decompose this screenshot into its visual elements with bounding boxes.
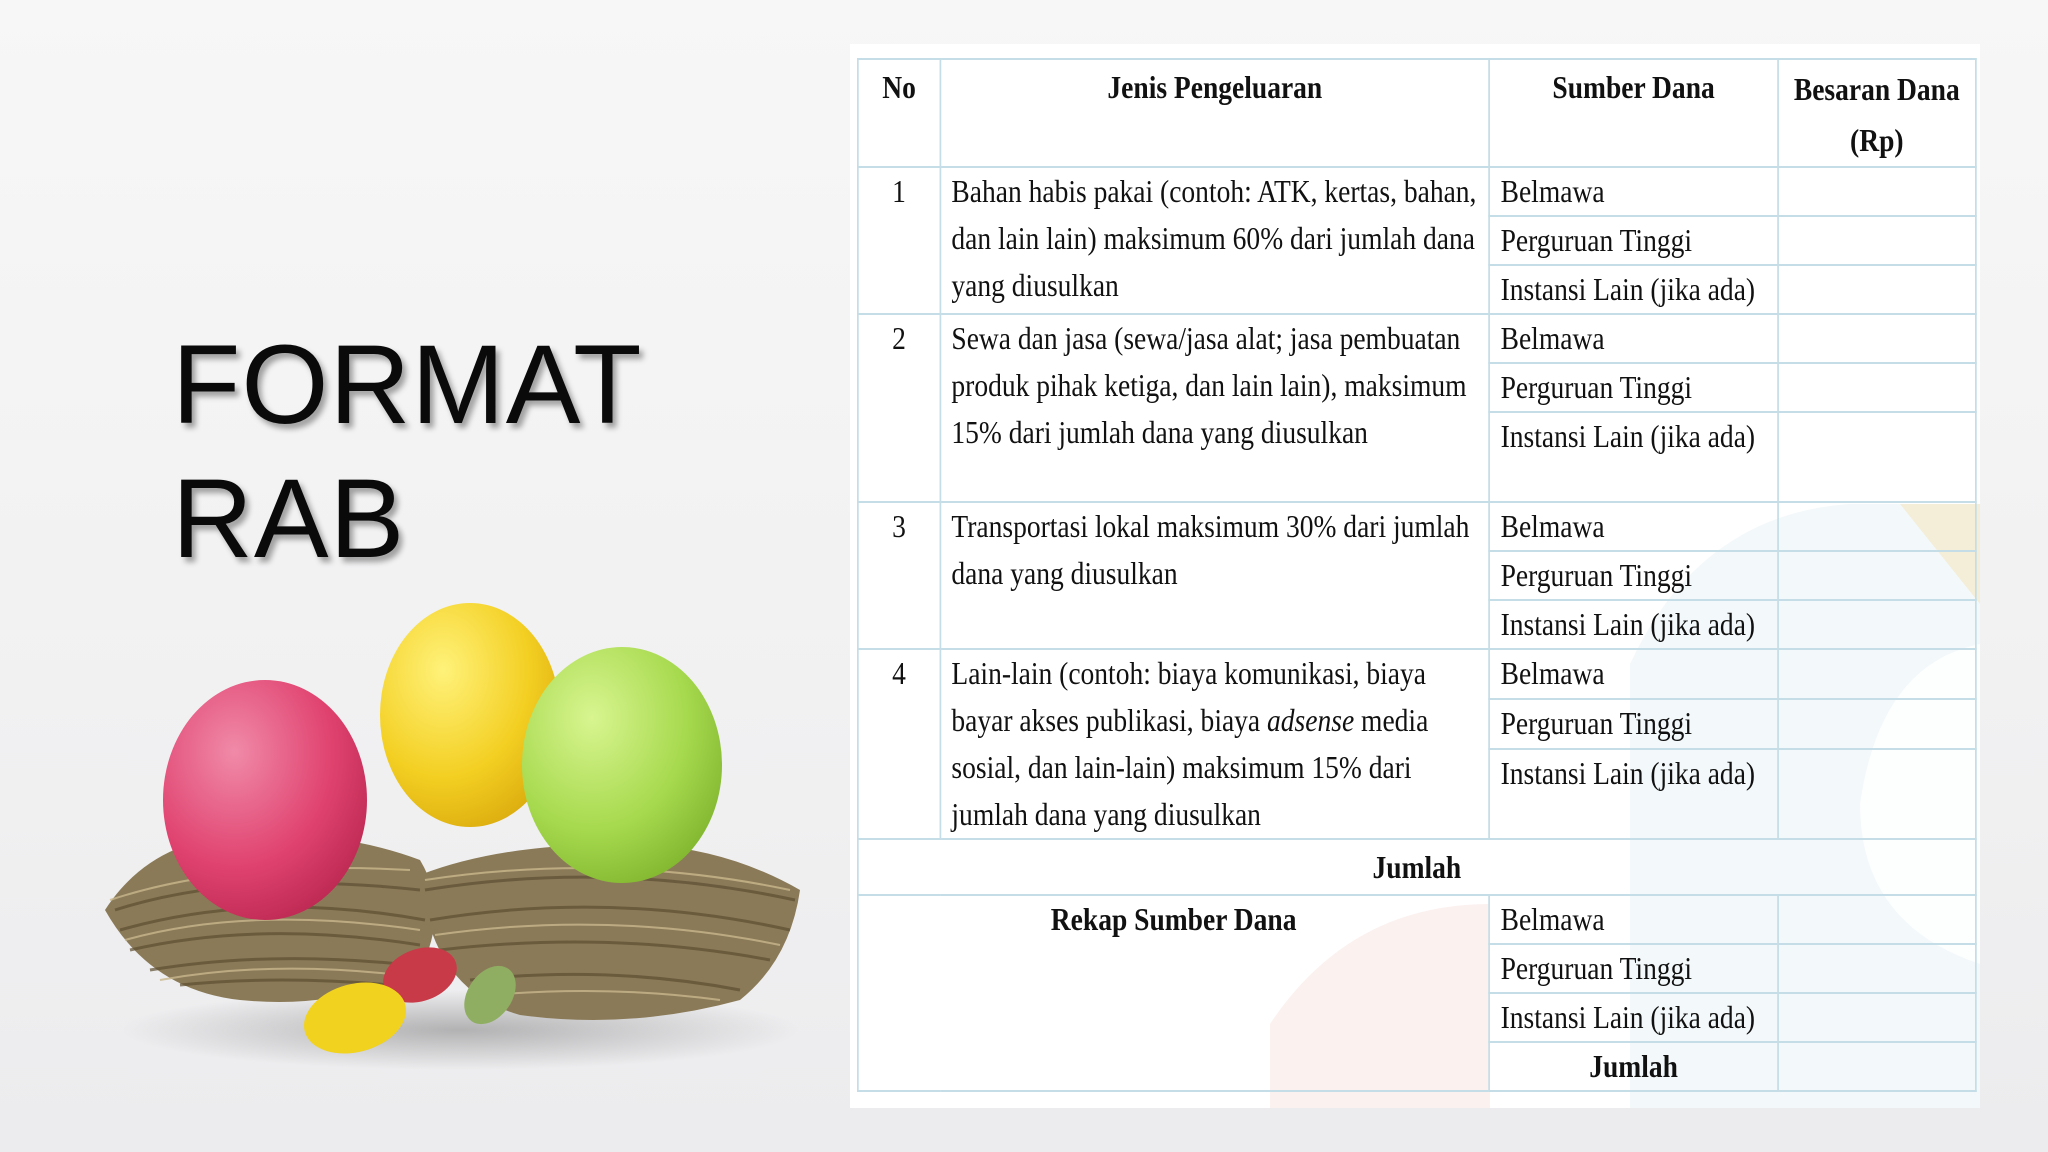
row-no: 2 [858,314,940,502]
row-amount-cell [1778,363,1976,412]
row-jenis-italic: adsense [1267,702,1355,738]
row-source: Perguruan Tinggi [1489,699,1777,749]
rekap-label: Rekap Sumber Dana [858,895,1490,1091]
rekap-amount-cell [1778,1042,1976,1091]
rekap-amount-cell [1778,944,1976,993]
slide-title-line-1: FORMAT [172,322,643,447]
row-no: 4 [858,649,940,839]
row-amount-cell [1778,600,1976,649]
row-jenis: Transportasi lokal maksimum 30% dari jumlah dana yang diusulkan [940,502,1489,649]
rekap-source: Belmawa [1489,895,1777,944]
row-jenis-text: Lain-lain (contoh: biaya komunikasi, biaya bayar akses publikasi, biaya [951,655,1426,738]
table-header-row [858,59,1976,167]
table-row [858,502,1976,551]
total-row [858,839,1976,895]
row-amount-cell [1778,167,1976,216]
row-no: 1 [858,167,940,314]
row-amount-cell [1778,216,1976,265]
rekap-amount-cell [1778,993,1976,1042]
row-amount-cell [1778,265,1976,314]
row-jenis [940,649,1489,839]
row-source: Belmawa [1489,502,1777,551]
rekap-row [858,895,1976,944]
row-amount-cell [1778,502,1976,551]
header-jenis: Jenis Pengeluaran [940,59,1489,167]
row-source: Instansi Lain (jika ada) [1489,600,1777,649]
row-source: Belmawa [1489,649,1777,699]
row-amount-cell [1778,699,1976,749]
row-amount-cell [1778,551,1976,600]
table-row [858,649,1976,699]
row-source: Perguruan Tinggi [1489,216,1777,265]
rekap-amount-cell [1778,895,1976,944]
row-jenis-text-after: media sosial, dan lain-lain) maksimum 15% dari jumlah dana yang diusulkan [951,702,1429,832]
slide-title [172,318,643,586]
table-row [858,167,1976,216]
row-no: 3 [858,502,940,649]
header-no: No [858,59,940,167]
row-jenis: Sewa dan jasa (sewa/jasa alat; jasa pembuatan produk pihak ketiga, dan lain lain), maksimum 15% dari jumlah dana yang diusulkan [940,314,1489,502]
easter-eggs-nest-image [90,590,810,1080]
slide-title-line-2: RAB [172,456,406,581]
rekap-source: Perguruan Tinggi [1489,944,1777,993]
header-besaran: Besaran Dana (Rp) [1778,59,1976,167]
row-amount-cell [1778,314,1976,363]
table-row [858,314,1976,363]
header-sumber: Sumber Dana [1489,59,1777,167]
rab-table [857,58,1977,1092]
rekap-total-label: Jumlah [1489,1042,1777,1091]
row-amount-cell [1778,649,1976,699]
row-jenis: Bahan habis pakai (contoh: ATK, kertas, bahan, dan lain lain) maksimum 60% dari jumlah dana yang diusulkan [940,167,1489,314]
row-source: Instansi Lain (jika ada) [1489,412,1777,502]
row-source: Instansi Lain (jika ada) [1489,265,1777,314]
row-source: Belmawa [1489,314,1777,363]
row-amount-cell [1778,412,1976,502]
total-label: Jumlah [858,839,1976,895]
row-source: Instansi Lain (jika ada) [1489,749,1777,839]
row-source: Belmawa [1489,167,1777,216]
row-source: Perguruan Tinggi [1489,363,1777,412]
row-amount-cell [1778,749,1976,839]
rekap-source: Instansi Lain (jika ada) [1489,993,1777,1042]
row-source: Perguruan Tinggi [1489,551,1777,600]
